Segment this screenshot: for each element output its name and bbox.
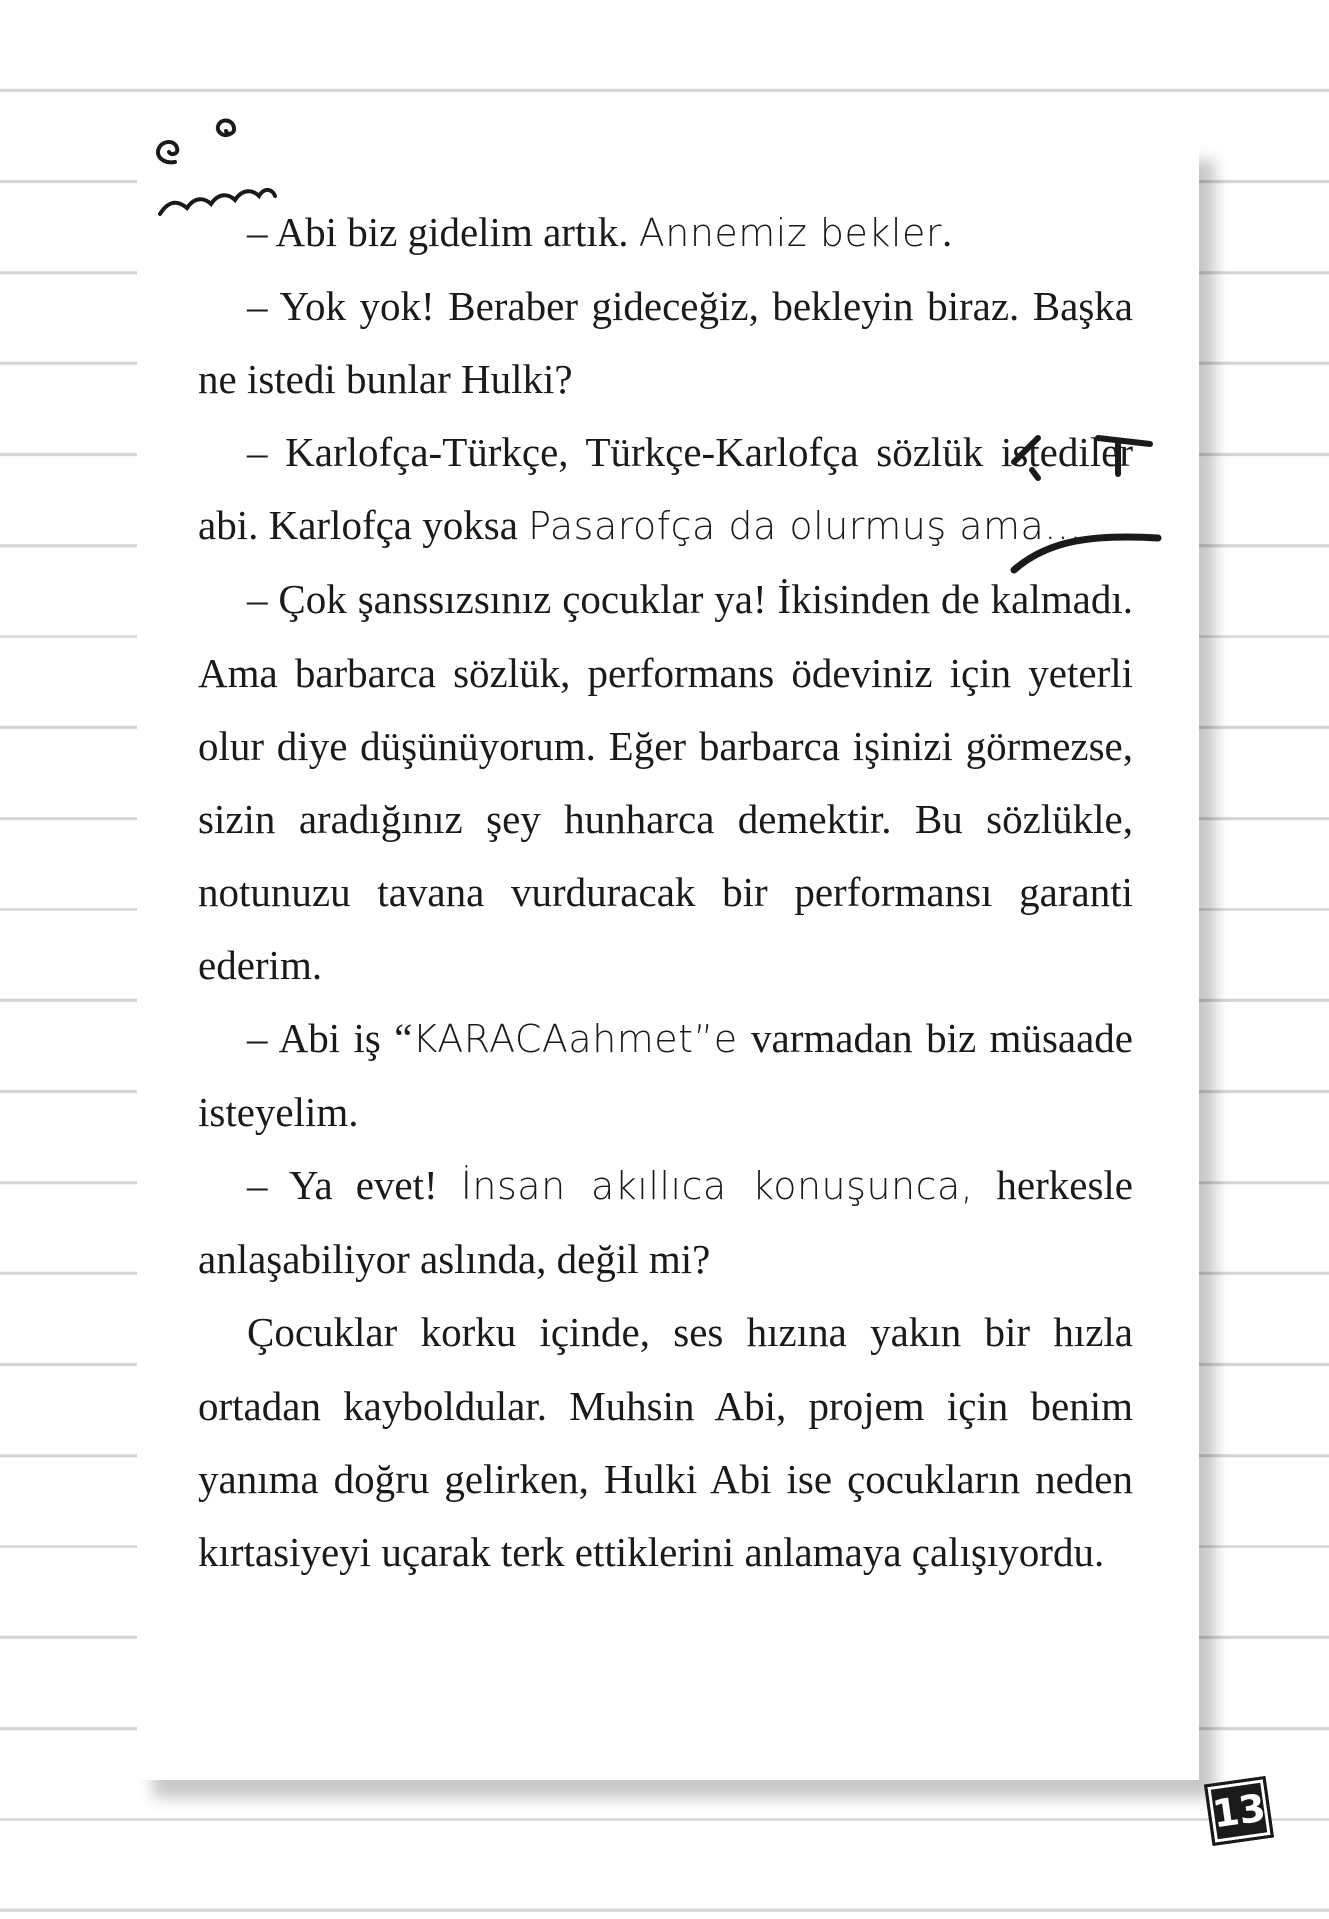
handwritten-text: Pasarofça da olurmuş ama...: [528, 504, 1083, 549]
body-text: – Abi biz gidelim artık.: [247, 209, 639, 255]
paragraph: [198, 563, 1133, 1002]
body-text: – Çok şanssızsınız çocuklar ya! İkisinden de kalmadı. Ama barbarca sözlük, performans ödeviniz için yeterli olur diye düşünüyorum. Eğer barbarca işinizi görmezse, sizin aradığınız şey hunharca demektir. Bu sözlükle, notunuzu tavana vurduracak bir performansı garanti ederim.: [198, 576, 1133, 988]
page-number-badge: [1204, 1776, 1274, 1846]
handwritten-text: KARACAahmet”e: [412, 1017, 738, 1062]
body-text: – Ya evet!: [247, 1162, 461, 1209]
paragraph: [198, 1296, 1133, 1588]
story-text: [198, 196, 1133, 1589]
handwritten-text: Annemiz bekler: [638, 211, 942, 255]
paragraph: [198, 270, 1133, 416]
body-text: Çocuklar korku içinde, ses hızına yakın bir hızla ortadan kayboldular. Muhsin Abi, projem için benim yanıma doğru gelirken, Hulki Abi ise çocukların neden kırtasiyeyi uçarak terk ettiklerini anlamaya çalışıyordu.: [198, 1309, 1133, 1575]
body-text: – Yok yok! Beraber gideceğiz, bekleyin biraz. Başka ne istedi bunlar Hulki?: [198, 283, 1133, 403]
body-text: – Karlofça-Türkçe, Türkçe-Karlofça sözlük istediler abi. Karlofça yoksa: [198, 429, 1133, 549]
paragraph: [198, 196, 1133, 270]
paragraph: [198, 416, 1133, 563]
handwritten-text: İnsan akıllıca konuşunca,: [460, 1164, 974, 1209]
body-text: – Abi iş “: [247, 1015, 413, 1062]
body-text: .: [941, 209, 953, 255]
body-text: varmadan biz müsaade isteyelim.: [198, 1015, 1133, 1136]
paragraph: [198, 1002, 1133, 1149]
page-number: 13: [1209, 1785, 1269, 1837]
body-text: herkesle anlaşabiliyor aslında, değil mi?: [198, 1162, 1133, 1283]
paragraph: [198, 1149, 1133, 1296]
